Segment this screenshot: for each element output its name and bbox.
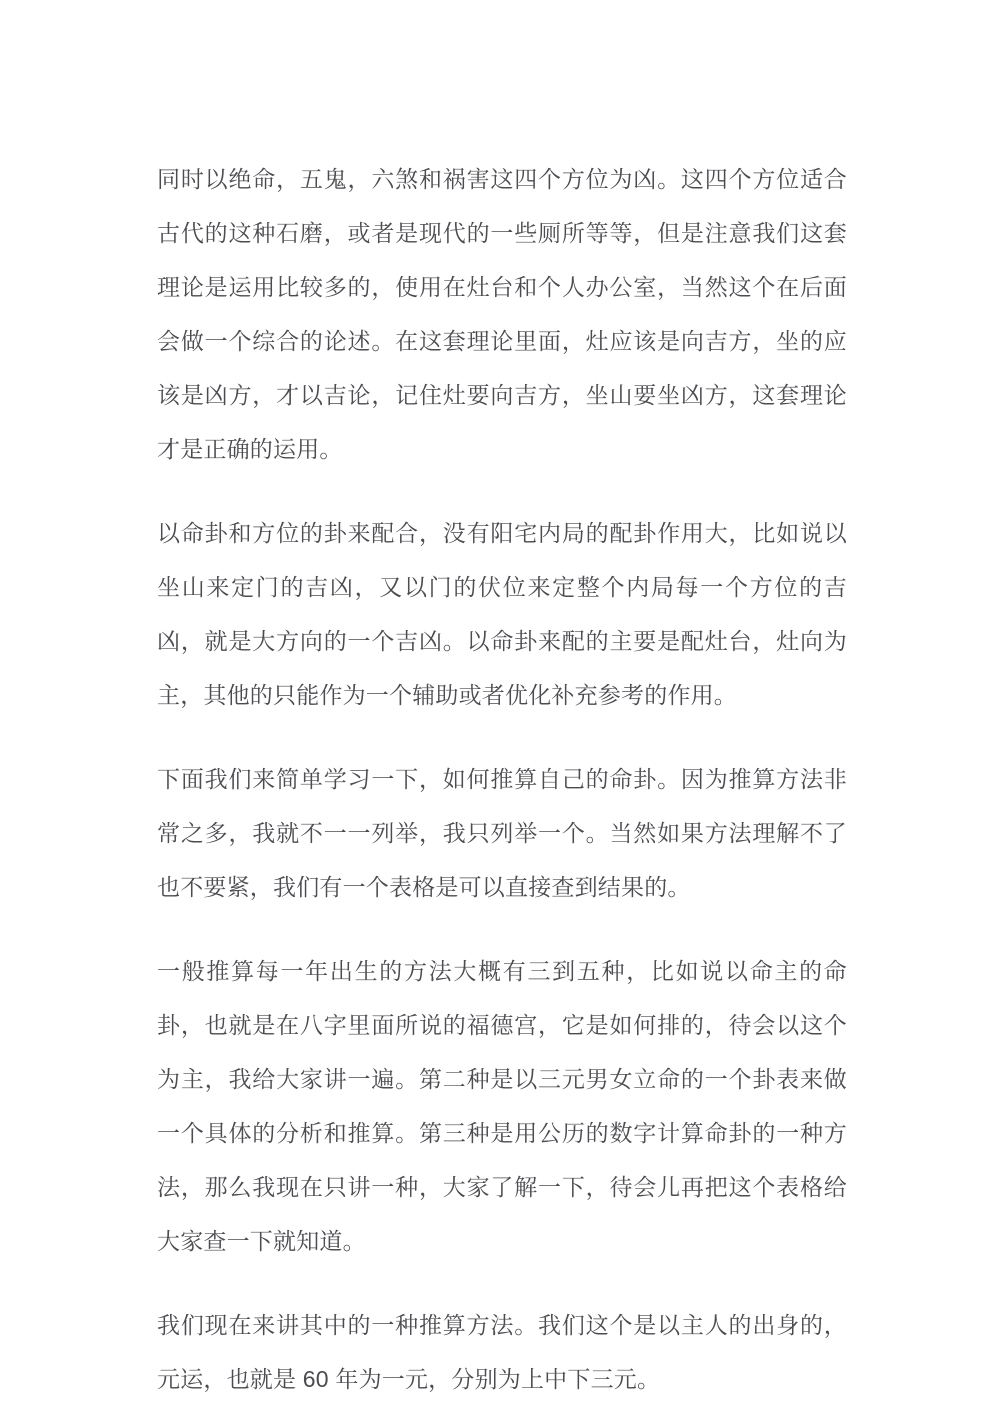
paragraph-4: 一般推算每一年出生的方法大概有三到五种，比如说以命主的命卦，也就是在八字里面所说的福德宫，它是如何排的，待会以这个为主，我给大家讲一遍。第二种是以三元男女立命的一个卦表来做一个具体的分析和推算。第三种是用公历的数字计算命卦的一种方法，那么我现在只讲一种，大家了解一下，待会儿再把这个表格给大家查一下就知道。 bbox=[157, 958, 847, 1254]
paragraph-3: 下面我们来简单学习一下，如何推算自己的命卦。因为推算方法非常之多，我就不一一列举，我只列举一个。当然如果方法理解不了也不要紧，我们有一个表格是可以直接查到结果的。 bbox=[157, 766, 847, 900]
paragraph-1: 同时以绝命，五鬼，六煞和祸害这四个方位为凶。这四个方位适合古代的这种石磨，或者是现代的一些厕所等等，但是注意我们这套理论是运用比较多的，使用在灶台和个人办公室，当然这个在后面会做一个综合的论述。在这套理论里面，灶应该是向吉方，坐的应该是凶方，才以吉论，记住灶要向吉方，坐山要坐凶方，这套理论才是正确的运用。 bbox=[157, 166, 847, 462]
paragraph-2: 以命卦和方位的卦来配合，没有阳宅内局的配卦作用大，比如说以坐山来定门的吉凶，又以门的伏位来定整个内局每一个方位的吉凶，就是大方向的一个吉凶。以命卦来配的主要是配灶台，灶向为主，其他的只能作为一个辅助或者优化补充参考的作用。 bbox=[157, 520, 847, 708]
document-body bbox=[157, 152, 847, 1406]
paragraph-5: 我们现在来讲其中的一种推算方法。我们这个是以主人的出身的，元运，也就是 60 年为一元，分别为上中下三元。 bbox=[157, 1312, 847, 1392]
